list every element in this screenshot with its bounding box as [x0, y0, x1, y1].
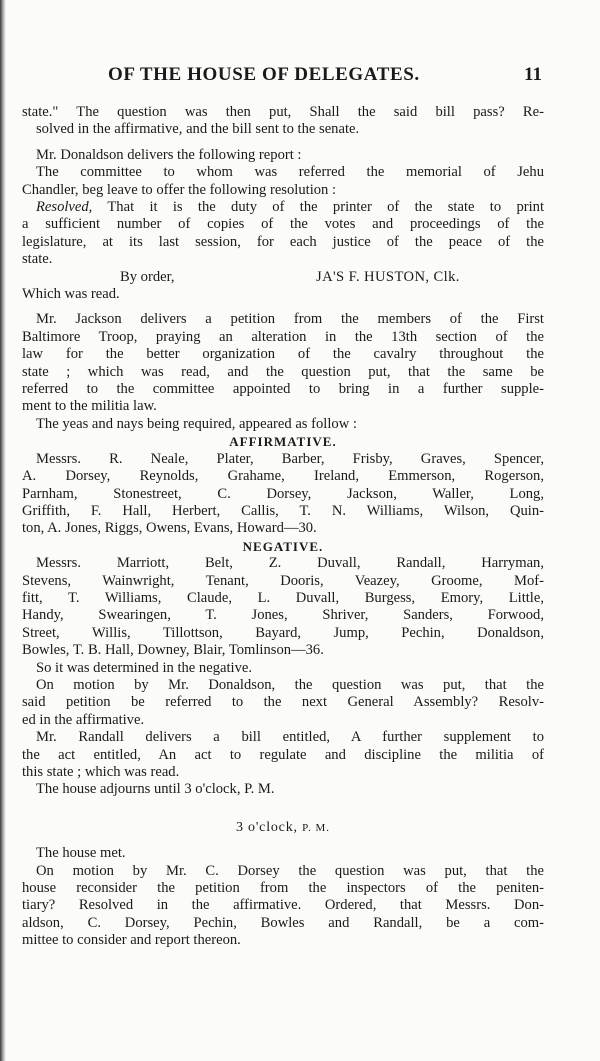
text-line: So it was determined in the negative. [36, 659, 253, 676]
text-line: Bowles, T. B. Hall, Downey, Blair, Tomlinson—36. [22, 642, 324, 659]
text-line: Mr. Jackson delivers a petition from the members of the First [36, 311, 544, 328]
text-line: said petition be referred to the next General Assembly? Resolv- [22, 694, 544, 711]
text-line: On motion by Mr. Donaldson, the question was put, that the [36, 676, 544, 693]
text-line: aldson, C. Dorsey, Pechin, Bowles and Randall, be a com- [22, 914, 544, 931]
text-line: Stevens, Wainwright, Tenant, Dooris, Veazey, Groome, Mof- [22, 572, 544, 589]
session-pm: P. M. [302, 821, 331, 834]
text-line: The house met. [36, 845, 126, 862]
text-line: On motion by Mr. C. Dorsey the question was put, that the [36, 862, 544, 879]
signature-line [22, 269, 544, 286]
text-line: referred to the committee appointed to bring in a further supple- [22, 381, 544, 398]
page-header [0, 64, 600, 90]
text-line: the act entitled, An act to regulate and discipline the militia of [22, 746, 544, 763]
negative-heading: NEGATIVE. [242, 538, 324, 554]
affirmative-heading: AFFIRMATIVE. [229, 434, 337, 450]
session-hour: 3 o'clock, [235, 819, 298, 835]
text-line: state. [22, 251, 53, 268]
text-line: Griffith, F. Hall, Herbert, Callis, T. N. Williams, Wilson, Quin- [22, 502, 544, 519]
text-line: A. Dorsey, Reynolds, Grahame, Ireland, Emmerson, Rogerson, [22, 468, 544, 485]
text-line: Which was read. [22, 286, 120, 303]
resolved-label: Resolved, [36, 199, 93, 216]
text-line: That it is the duty of the printer of the state to print [107, 199, 545, 216]
text-line: Mr. Donaldson delivers the following report : [36, 146, 302, 163]
text-line: this state ; which was read. [22, 764, 180, 781]
text-line: Street, Willis, Tillottson, Bayard, Jump, Pechin, Donaldson, [22, 624, 544, 641]
text-line: a sufficient number of copies of the votes and proceedings of the [22, 216, 544, 233]
text-line: ment to the militia law. [22, 398, 157, 415]
text-line: The house adjourns until 3 o'clock, P. M. [36, 781, 275, 798]
text-line: Messrs. Marriott, Belt, Z. Duvall, Randall, Harryman, [36, 555, 544, 572]
text-line: Baltimore Troop, praying an alteration in the 13th section of the [22, 328, 544, 345]
text-line: state." The question was then put, Shall the said bill pass? Re- [22, 104, 544, 120]
text-line: Mr. Randall delivers a bill entitled, A further supplement to [36, 729, 544, 746]
resolution-line [22, 199, 544, 216]
afternoon-session-heading [22, 819, 544, 837]
text-line: mittee to consider and report thereon. [22, 932, 241, 949]
text-line: solved in the affirmative, and the bill sent to the senate. [36, 121, 360, 138]
text-line: Chandler, beg leave to offer the following resolution : [22, 181, 337, 198]
text-line: ed in the affirmative. [22, 711, 145, 728]
text-line: Messrs. R. Neale, Plater, Barber, Frisby, Graves, Spencer, [36, 450, 544, 467]
page-binding-shadow [0, 0, 6, 1061]
page-body [22, 104, 544, 950]
text-line: The yeas and nays being required, appeared as follow : [36, 415, 357, 432]
text-line: law for the better organization of the cavalry throughout the [22, 346, 544, 363]
text-line: Handy, Swearingen, T. Jones, Shriver, Sanders, Forwood, [22, 607, 544, 624]
by-order: By order, [120, 268, 175, 285]
text-line: legislature, at its last session, for each justice of the peace of the [22, 233, 544, 250]
text-line: The committee to whom was referred the memorial of Jehu [36, 164, 544, 181]
running-title: OF THE HOUSE OF DELEGATES. [108, 64, 420, 85]
text-line: ton, A. Jones, Riggs, Owens, Evans, Howard—30. [22, 520, 317, 537]
clerk-signature: JA'S F. HUSTON, Clk. [316, 268, 460, 285]
text-line: tiary? Resolved in the affirmative. Ordered, that Messrs. Don- [22, 897, 544, 914]
text-line: fitt, T. Williams, Claude, L. Duvall, Burgess, Emory, Little, [22, 589, 544, 606]
text-line: state ; which was read, and the question put, that the same be [22, 363, 544, 380]
text-line: house reconsider the petition from the inspectors of the peniten- [22, 880, 544, 897]
page-number: 11 [524, 64, 542, 85]
text-line: Parnham, Stonestreet, C. Dorsey, Jackson, Waller, Long, [22, 485, 544, 502]
